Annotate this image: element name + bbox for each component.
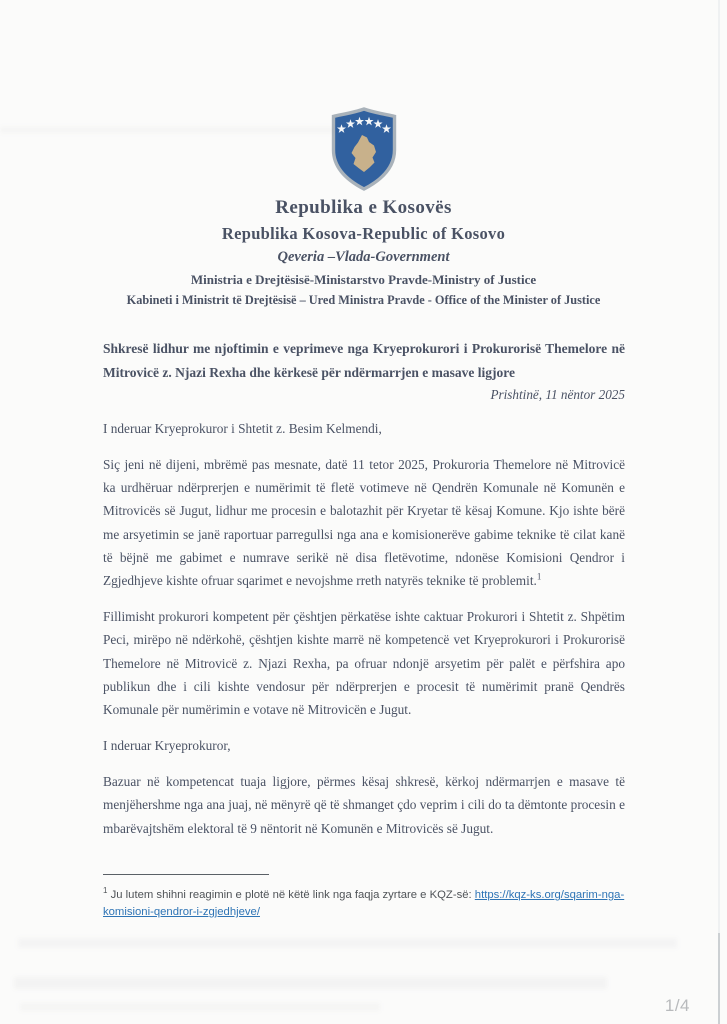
letterhead-republic-trilingual: Republika Kosova-Republic of Kosovo (221, 224, 506, 243)
letterhead-government: Qeveria –Vlada-Government (277, 249, 450, 265)
footnote-line (103, 882, 627, 922)
kosovo-coat-of-arms-icon (328, 0, 400, 192)
page-edge-line (718, 933, 720, 1024)
letter-date-line: Prishtinë, 11 nëntor 2025 (490, 387, 625, 402)
paragraph-1-text: Siç jeni në dijeni, mbrëmë pas mesnate, datë 11 tetor 2025, Prokuroria Themelore në Mitrovicë ka urdhëruar ndërprerjen e numërimit të fletë votimeve në Qendrën Komunale në Komunën e Mitrovicës së Jugut, lidhur me procesin e balotazhit për Kryetar të kësaj Komune. Kjo ishte bërë me arsyetimin se janë raportuar parregullsi nga ana e komisionerëve gabime teknike të cilat kanë të bëjnë me gabimet e numrave serikë në disa fletëvotime, ndonëse Komisioni Qendror i Zgjedhjeve kishte ofruar sqarimet e nevojshme rreth natyrës teknike të problemit. (103, 457, 625, 589)
footnote-block (103, 874, 627, 922)
scan-artifact-band (0, 127, 334, 133)
paragraph-3: Bazuar në kompetencat tuaja ligjore, përmes kësaj shkresë, kërkoj ndërmarrjen e masave të menjëhershme nga ana juaj, në mënyrë që të shmanget çdo veprim i cili do ta dëmtonte procesin e mbarëvajtshëm elektoral të 9 nëntorit në Komunën e Mitrovicës së Jugut. (103, 774, 625, 836)
scan-artifact-bleed (14, 977, 607, 989)
letterhead (0, 195, 727, 310)
letterhead-republic-albanian: Republika e Kosovës (275, 197, 452, 218)
salutation-line-2: I nderuar Kryeprokuror, (103, 738, 231, 754)
page-number-indicator: 1/4 (664, 996, 690, 1015)
footnote-kqz-link[interactable]: https://kqz-ks.org/sqarim-nga-komisioni-qendror-i-zgjedhjeve/ (103, 888, 625, 919)
letterhead-ministry: Ministria e Drejtësisë-Ministarstvo Pravde-Ministry of Justice (190, 272, 537, 287)
scan-artifact-bleed (20, 1003, 380, 1011)
footnote-marker: 1 (103, 886, 108, 895)
footnote-separator-rule (103, 874, 269, 875)
letterhead-cabinet: Kabineti i Ministrit të Drejtësisë – Ured Ministra Pravde - Office of the Minister of Justice (126, 293, 601, 307)
page-edge-line (718, 0, 720, 933)
scan-artifact-bleed (18, 938, 677, 948)
footnote-text: Ju lutem shihni reagimin e plotë në këtë link nga faqja zyrtare e KQZ-së: (110, 888, 475, 901)
footnote-reference: 1 (536, 571, 542, 582)
letter-body (103, 337, 625, 840)
salutation-line: I nderuar Kryeprokuror i Shtetit z. Besim Kelmendi, (103, 421, 382, 436)
paragraph-2: Fillimisht prokurori kompetent për çështjen përkatëse ishte caktuar Prokurori i Shtetit z. Shpëtim Peci, mirëpo në ndërkohë, çështjen kishte marrë në kompetencë vet Kryeprokurori i Prokurorisë Themelore në Mitrovicë z. Njazi Rexha, pa ofruar ndonjë arsyetim për palët e përfshira apo publikun dhe i cili kishte vendosur për ndërprerjen e procesit të numërimit pranë Qendrës Komunale për numërimin e votave në Mitrovicën e Jugut. (103, 609, 625, 718)
paragraph-1 (103, 453, 625, 592)
letter-subject: Shkresë lidhur me njoftimin e veprimeve nga Kryeprokurori i Prokurorisë Themelore në Mitrovicë z. Njazi Rexha dhe kërkesë për ndërmarrjen e masave ligjore (103, 341, 625, 380)
